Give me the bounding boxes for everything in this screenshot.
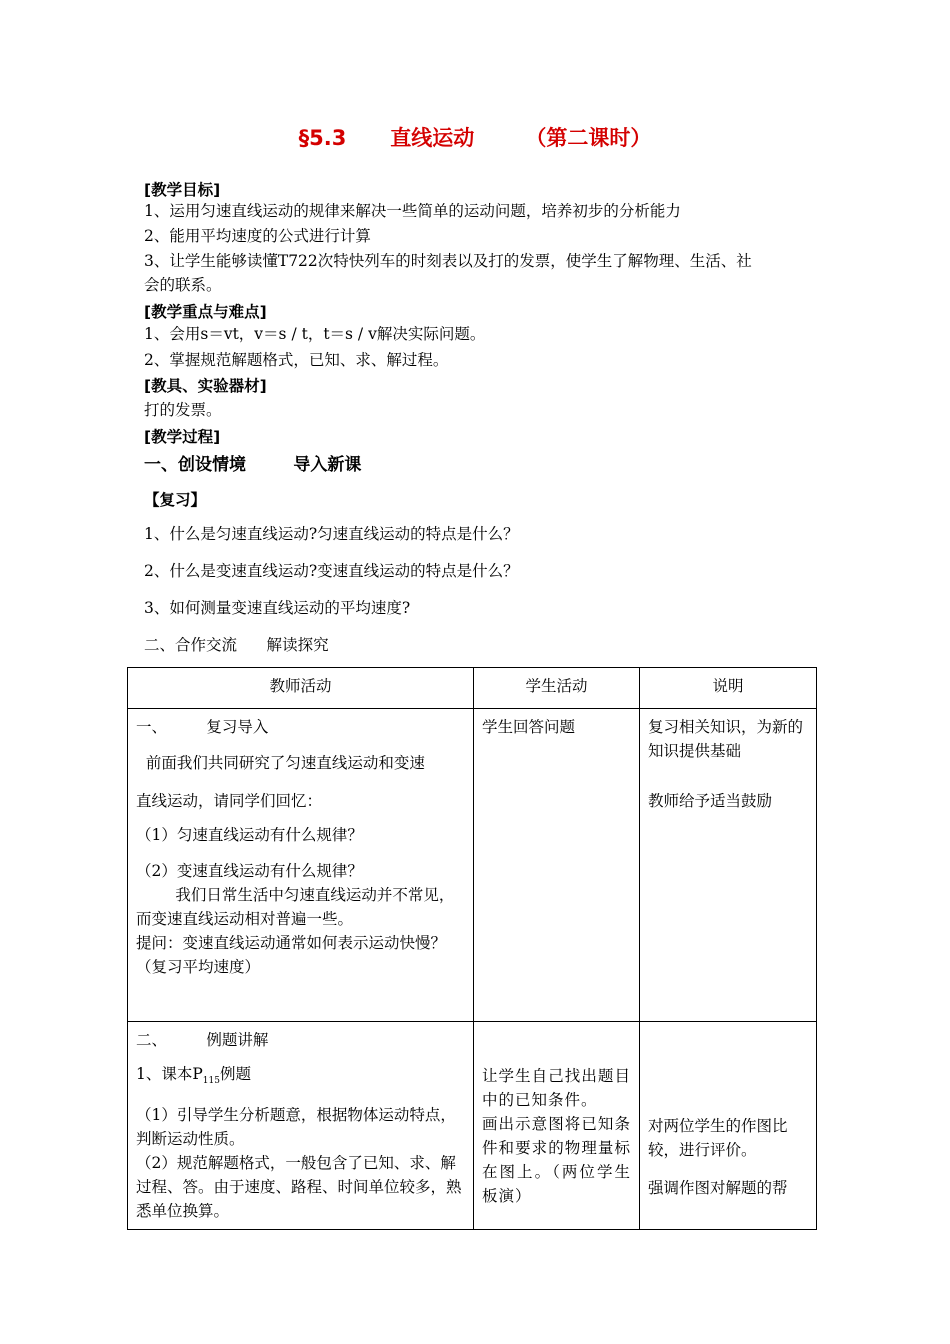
header-student-activity: 学生活动 xyxy=(474,668,640,709)
table-row xyxy=(128,709,817,1022)
cell-paragraph: 复习相关知识，为新的知识提供基础 xyxy=(648,718,804,760)
header-teacher-activity: 教师活动 xyxy=(128,668,474,709)
textbook-ref: 1、课本P xyxy=(136,1065,203,1083)
student-cell xyxy=(474,709,640,1022)
key-point-item-2: 2、掌握规范解题格式，已知、求、解过程。 xyxy=(144,351,449,369)
review-heading: 【复习】 xyxy=(144,491,207,509)
teacher-cell xyxy=(128,1022,474,1230)
cell-paragraph: （2）规范解题格式，一般包含了已知、求、解过程、答。由于速度、路程、时间单位较多，熟悉单位换算。 xyxy=(136,1154,462,1221)
objectives-heading: [教学目标] xyxy=(144,181,221,199)
objective-item-3-cont: 会的联系。 xyxy=(144,276,222,294)
cell-paragraph xyxy=(136,1062,465,1093)
objective-item-1: 1、运用匀速直线运动的规律来解决一些简单的运动问题，培养初步的分析能力 xyxy=(144,202,681,220)
cell-paragraph: 让学生自己找出题目中的已知条件。 xyxy=(482,1067,631,1109)
part-two-heading: 二、合作交流 解读探究 xyxy=(144,636,329,654)
review-item-3: 3、如何测量变速直线运动的平均速度? xyxy=(144,599,411,617)
part-one-heading: 一、创设情境 导入新课 xyxy=(144,455,362,475)
cell-paragraph: （2）变速直线运动有什么规律？ xyxy=(136,862,363,880)
section-title: 一、 复习导入 xyxy=(136,718,269,736)
page-number: 115 xyxy=(202,1076,220,1087)
note-cell xyxy=(640,709,817,1022)
cell-paragraph: （1）引导学生分析题意，根据物体运动特点，判断运动性质。 xyxy=(136,1106,456,1149)
objective-item-3: 3、让学生能够读懂T722次特快列车的时刻表以及打的发票，使学生了解物理、生活、社 xyxy=(144,252,752,270)
cell-paragraph: 学生回答问题 xyxy=(482,718,576,736)
example-label: 例题 xyxy=(219,1065,251,1083)
table-row xyxy=(128,1022,817,1230)
materials-heading: [教具、实验器材] xyxy=(144,377,267,395)
header-notes: 说明 xyxy=(640,668,817,709)
materials-text: 打的发票。 xyxy=(144,401,222,419)
cell-paragraph: 教师给予适当鼓励 xyxy=(648,792,773,810)
cell-paragraph: 画出示意图将已知条件和要求的物理量标在图上。（两位学生板演） xyxy=(482,1115,631,1205)
key-point-item-1: 1、会用s＝vt，v＝s / t，t＝s / v解决实际问题。 xyxy=(144,325,486,343)
cell-paragraph: 对两位学生的作图比较，进行评价。 xyxy=(648,1117,788,1159)
review-item-2: 2、什么是变速直线运动?变速直线运动的特点是什么？ xyxy=(144,562,519,580)
lesson-table xyxy=(127,667,817,1230)
table-header-row xyxy=(128,668,817,709)
key-points-heading: [教学重点与难点] xyxy=(144,303,267,321)
cell-paragraph: 强调作图对解题的帮 xyxy=(648,1179,788,1197)
review-item-1: 1、什么是匀速直线运动?匀速直线运动的特点是什么？ xyxy=(144,525,519,543)
cell-paragraph: 提问：变速直线运动通常如何表示运动快慢？（复习平均速度） xyxy=(136,934,447,976)
cell-paragraph: 前面我们共同研究了匀速直线运动和变速 xyxy=(136,754,425,772)
objective-item-2: 2、能用平均速度的公式进行计算 xyxy=(144,227,371,245)
teacher-cell xyxy=(128,709,474,1022)
cell-paragraph: 我们日常生活中匀速直线运动并不常见，而变速直线运动相对普遍一些。 xyxy=(136,886,455,928)
section-title: 二、 例题讲解 xyxy=(136,1031,269,1049)
cell-paragraph: （1）匀速直线运动有什么规律？ xyxy=(136,826,363,844)
process-heading: [教学过程] xyxy=(144,428,221,446)
page-title: §5.3 直线运动 （第二课时） xyxy=(298,126,652,150)
student-cell xyxy=(474,1022,640,1230)
cell-paragraph: 直线运动，请同学们回忆： xyxy=(136,792,323,810)
note-cell xyxy=(640,1022,817,1230)
